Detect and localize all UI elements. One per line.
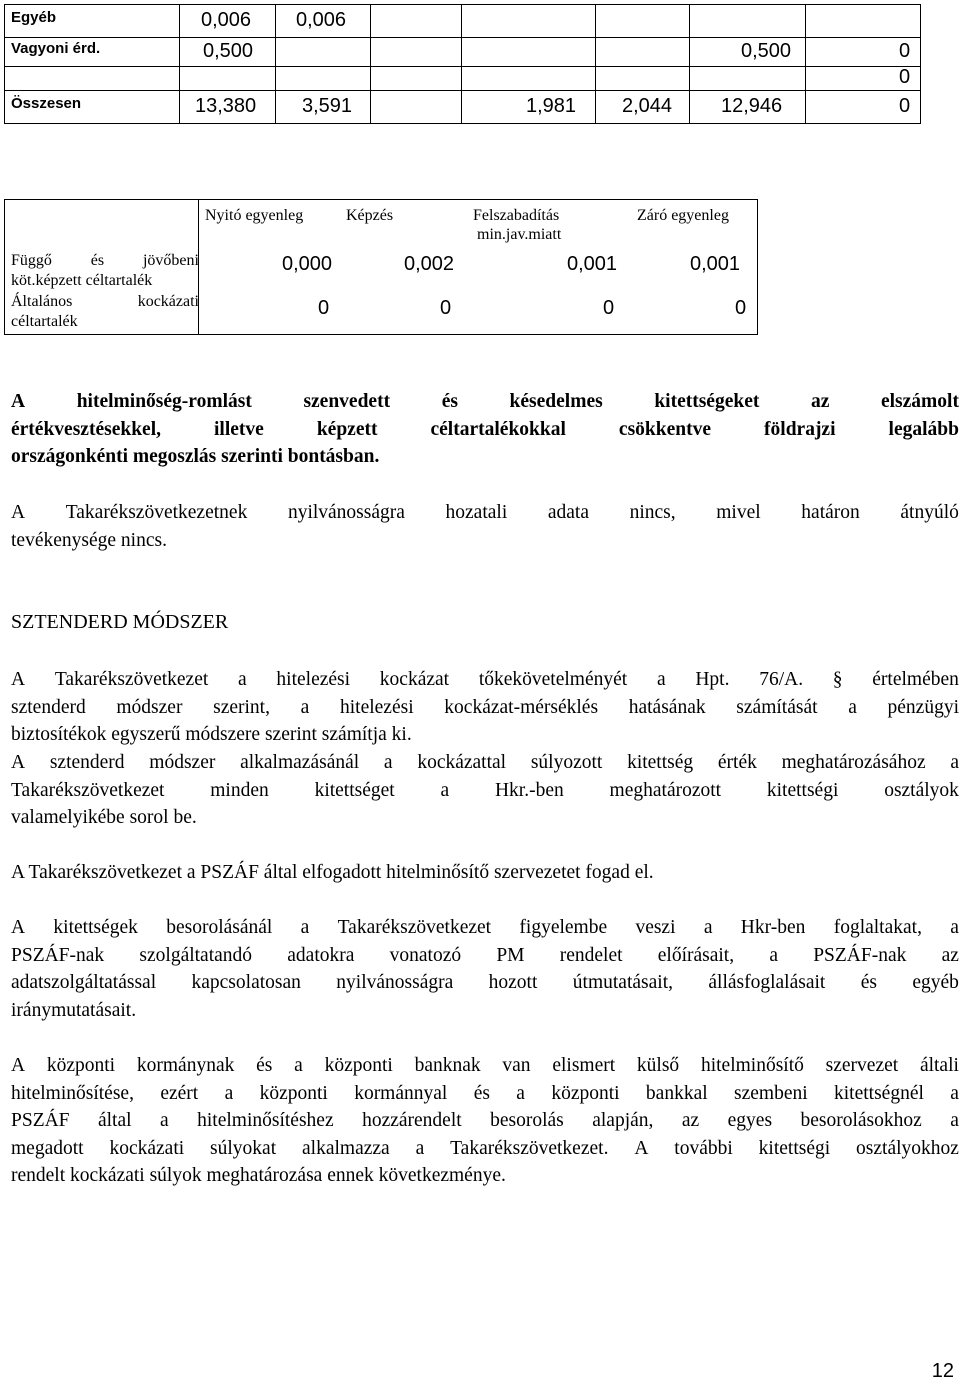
word: kitettségeket <box>654 391 760 412</box>
row-label-vagyoni: Vagyoni érd. <box>11 40 101 57</box>
word: Hkr-ben <box>740 917 806 938</box>
word: hozatali <box>445 502 508 523</box>
word: Hkr.-ben <box>494 779 564 801</box>
word: és <box>860 972 877 994</box>
word: módszer <box>116 696 183 718</box>
word: a <box>950 917 959 938</box>
word: földrajzi <box>764 418 836 440</box>
word: hatásának <box>628 696 706 718</box>
word: állásfoglalásait <box>708 972 826 994</box>
table-cell: 0,001 <box>690 253 741 275</box>
word: nincs, <box>629 502 676 523</box>
column-header-release-2: min.jav.miatt <box>477 226 562 243</box>
word: további <box>674 1137 733 1159</box>
word: számítását <box>736 696 818 718</box>
word: átnyúló <box>900 502 959 523</box>
word: megadott <box>11 1137 84 1159</box>
table-cell: 2,044 <box>622 95 673 117</box>
word: Takarékszövetkezet <box>11 779 165 801</box>
word: által <box>97 1110 132 1132</box>
word: céltartalékokkal <box>430 418 566 440</box>
word: biztosítékok egyszerű módszere szerint számítja ki. <box>11 724 412 746</box>
word: bankkal <box>645 1082 708 1104</box>
word: kockázattal <box>417 752 507 773</box>
word: hitelezési <box>276 669 351 690</box>
word: alkalmazásánál <box>240 752 360 773</box>
text-line <box>11 527 959 555</box>
word: és <box>256 1055 273 1076</box>
word: a <box>440 779 450 801</box>
word: késedelmes <box>509 391 603 412</box>
word: elismert <box>552 1055 616 1076</box>
table-cell: 0,006 <box>201 9 252 31</box>
text-line <box>11 666 959 694</box>
word: illetve <box>214 418 264 440</box>
word: besorolásánál <box>166 917 273 938</box>
table-cell: 0,000 <box>282 253 333 275</box>
word: tőkekövetelményét <box>478 669 628 690</box>
word: szervezet <box>825 1055 899 1076</box>
word: A <box>11 1055 26 1076</box>
text-line <box>11 859 959 887</box>
table-cell: 0,001 <box>567 253 618 275</box>
word: kapcsolatosan <box>191 972 301 994</box>
word: kitettségi <box>766 779 839 801</box>
word: A <box>11 669 26 690</box>
word: általi <box>919 1055 959 1076</box>
word: A <box>634 1137 649 1159</box>
word: mivel <box>716 502 761 523</box>
word: adata <box>547 502 589 523</box>
paragraph-standard-method <box>11 666 959 749</box>
paragraph-cross-border <box>11 499 959 554</box>
text-line <box>11 1162 959 1190</box>
column-header-opening: Nyitó egyenleg <box>205 207 304 224</box>
word: banknak <box>414 1055 481 1076</box>
word: kockázati <box>109 1137 185 1159</box>
text-line <box>11 1135 959 1163</box>
paragraph-central-government <box>11 1052 959 1190</box>
text-line <box>11 388 959 416</box>
word: valamelyikébe sorol be. <box>11 807 197 829</box>
text-line <box>11 1052 959 1080</box>
word: kitettségek <box>53 917 138 938</box>
word: meghatározott <box>609 779 722 801</box>
word: a <box>238 669 247 690</box>
word: van <box>502 1055 531 1076</box>
table-cell: 0 <box>735 297 747 319</box>
word: a <box>160 1110 169 1132</box>
word: a <box>294 1055 303 1076</box>
row-label-egyeb: Egyéb <box>11 9 57 26</box>
word: és <box>441 391 458 412</box>
row-label-fuggo: Függő és jövőbeni köt.képzett céltartalék <box>11 252 199 289</box>
word: adatokra <box>287 944 355 966</box>
word: képzett <box>316 418 378 440</box>
text-line <box>11 804 959 832</box>
table-cell: 0 <box>899 66 911 88</box>
word: a <box>656 669 666 690</box>
text-line <box>11 1080 959 1108</box>
word: hozott <box>488 972 538 994</box>
geographic-heading <box>11 388 959 471</box>
word: szenvedett <box>303 391 391 412</box>
word: ezért <box>160 1082 199 1104</box>
word: a <box>415 1137 425 1159</box>
word: és <box>473 1082 490 1104</box>
table-cell: 0,500 <box>203 40 254 62</box>
word: a <box>950 1082 959 1104</box>
text-line <box>11 914 959 942</box>
word: központi <box>324 1055 393 1076</box>
word: határon <box>801 502 860 523</box>
word: egyéb <box>912 972 959 994</box>
column-header-closing: Záró egyenleg <box>637 207 729 224</box>
paragraph-exposure-classes <box>11 749 959 832</box>
text-line <box>11 997 959 1025</box>
table-cell: 3,591 <box>302 95 353 117</box>
word: minden <box>210 779 269 801</box>
word: kitettségi <box>758 1137 831 1159</box>
word: hitelminősítéshez <box>197 1110 334 1132</box>
word: osztályokhoz <box>856 1137 959 1159</box>
text-line <box>11 416 959 444</box>
word: központi <box>551 1082 620 1104</box>
word: módszer <box>149 752 216 773</box>
table-cell: 12,946 <box>721 95 783 117</box>
word: PSZÁF <box>11 1110 70 1132</box>
word: legalább <box>888 418 959 440</box>
word: kockázat-mérséklés <box>444 696 599 718</box>
word: szolgáltatandó <box>139 944 253 966</box>
word: az <box>941 944 959 966</box>
word: pénzügyi <box>887 696 959 718</box>
table-cell: 0 <box>899 40 911 62</box>
text-line <box>11 969 959 997</box>
word: PSZÁF-nak <box>813 944 907 966</box>
table-cell: 0,002 <box>404 253 455 275</box>
word: Hpt. <box>695 669 730 690</box>
word: értelmében <box>872 669 959 690</box>
word: besorolásokhoz <box>800 1110 922 1132</box>
word: a <box>516 1082 525 1104</box>
word: a <box>300 917 310 938</box>
section-title: SZTENDERD MÓDSZER <box>11 611 229 633</box>
word: csökkentve <box>618 418 712 440</box>
word: Takarékszövetkezet <box>54 669 209 690</box>
word: A <box>11 752 26 773</box>
word: a <box>224 1082 234 1104</box>
word: PM <box>496 944 525 966</box>
table-cell: 0 <box>440 297 452 319</box>
word: a <box>950 1110 959 1132</box>
word: az <box>810 391 830 412</box>
word: adatszolgáltatással <box>11 972 157 994</box>
word: kitettség <box>627 752 694 773</box>
word: foglaltakat, <box>833 917 922 938</box>
word: Takarékszövetkezetnek <box>65 502 248 523</box>
word: A <box>11 502 26 523</box>
word: a <box>950 752 959 773</box>
table-cell: 0 <box>899 95 911 117</box>
section-sign: § <box>832 669 843 690</box>
word: 76/A. <box>759 669 804 690</box>
word: meghatározásához <box>781 752 926 773</box>
word: Takarékszövetkezet <box>337 917 492 938</box>
word: Takarékszövetkezet. <box>450 1137 609 1159</box>
word: egyes <box>727 1110 773 1132</box>
word: vonatozó <box>389 944 462 966</box>
column-header-formation: Képzés <box>346 207 394 224</box>
word: osztályok <box>884 779 959 801</box>
word: súlyokat <box>210 1137 277 1159</box>
word: előírásait, <box>657 944 735 966</box>
row-label-altalanos: Általános kockázati céltartalék <box>11 293 199 330</box>
word: nyilvánosságra <box>287 502 405 523</box>
word: tevékenysége nincs. <box>11 529 167 551</box>
word: érték <box>717 752 757 773</box>
table-cell: 0,500 <box>741 40 792 62</box>
row-label-osszesen: Összesen <box>11 95 82 112</box>
word: elszámolt <box>880 391 959 412</box>
paragraph-classification <box>11 914 959 1024</box>
word: alapján, <box>592 1110 654 1132</box>
word: nyilvánosságra <box>336 972 454 994</box>
text-line <box>11 721 959 749</box>
text-line <box>11 499 959 527</box>
word: kockázat <box>379 669 450 690</box>
page-number: 12 <box>931 1360 954 1382</box>
word: a <box>383 752 393 773</box>
word: központi <box>259 1082 328 1104</box>
word: besorolás <box>490 1110 564 1132</box>
word: hitelminőség-romlást <box>76 391 252 412</box>
table-cell: 0,006 <box>296 9 347 31</box>
text-line <box>11 443 959 471</box>
word: hitelminősítése, <box>11 1082 134 1104</box>
word: súlyozott <box>530 752 603 773</box>
word: az <box>681 1110 700 1132</box>
word: a <box>300 696 310 718</box>
word: országonkénti megoszlás szerinti bontásban. <box>11 446 380 468</box>
word: szembeni <box>734 1082 808 1104</box>
text-line <box>11 777 959 805</box>
word: hitelezési <box>339 696 414 718</box>
word: hitelminősítő <box>700 1055 804 1076</box>
word: veszi <box>635 917 676 938</box>
word: figyelembe <box>519 917 608 938</box>
word: A Takarékszövetkezet a PSZÁF által elfogadott hitelminősítő szervezetet fogad el. <box>11 862 654 883</box>
word: a <box>703 917 713 938</box>
word: a <box>769 944 778 966</box>
word: külső <box>636 1055 680 1076</box>
word: kormánnyal <box>354 1082 448 1104</box>
word: sztenderd <box>49 752 125 773</box>
word: A <box>11 391 26 412</box>
word: központi <box>46 1055 116 1076</box>
table-cell: 1,981 <box>526 95 577 117</box>
table-cell: 0 <box>603 297 615 319</box>
balance-table <box>4 4 921 124</box>
word: A <box>11 917 26 938</box>
paragraph-rating-agency <box>11 859 959 887</box>
word: hozzárendelt <box>362 1110 462 1132</box>
table-cell: 0 <box>318 297 330 319</box>
word: rendelt kockázati súlyok meghatározása ennek következménye. <box>11 1165 506 1187</box>
word: kormánynak <box>136 1055 235 1076</box>
word: kitettséget <box>314 779 395 801</box>
text-line <box>11 942 959 970</box>
text-line <box>11 694 959 722</box>
word: értékvesztésekkel, <box>11 418 161 440</box>
word: sztenderd <box>11 696 86 718</box>
word: a <box>848 696 857 718</box>
word: kitettségnél <box>834 1082 924 1104</box>
table-cell: 13,380 <box>195 95 257 117</box>
word: PSZÁF-nak <box>11 944 105 966</box>
word: útmutatásait, <box>572 972 673 994</box>
word: szerint, <box>213 696 270 718</box>
word: iránymutatásait. <box>11 999 137 1021</box>
column-header-release: Felszabadítás <box>473 207 560 224</box>
text-line <box>11 749 959 777</box>
word: alkalmazza <box>302 1137 390 1159</box>
text-line <box>11 1107 959 1135</box>
word: rendelet <box>559 944 623 966</box>
